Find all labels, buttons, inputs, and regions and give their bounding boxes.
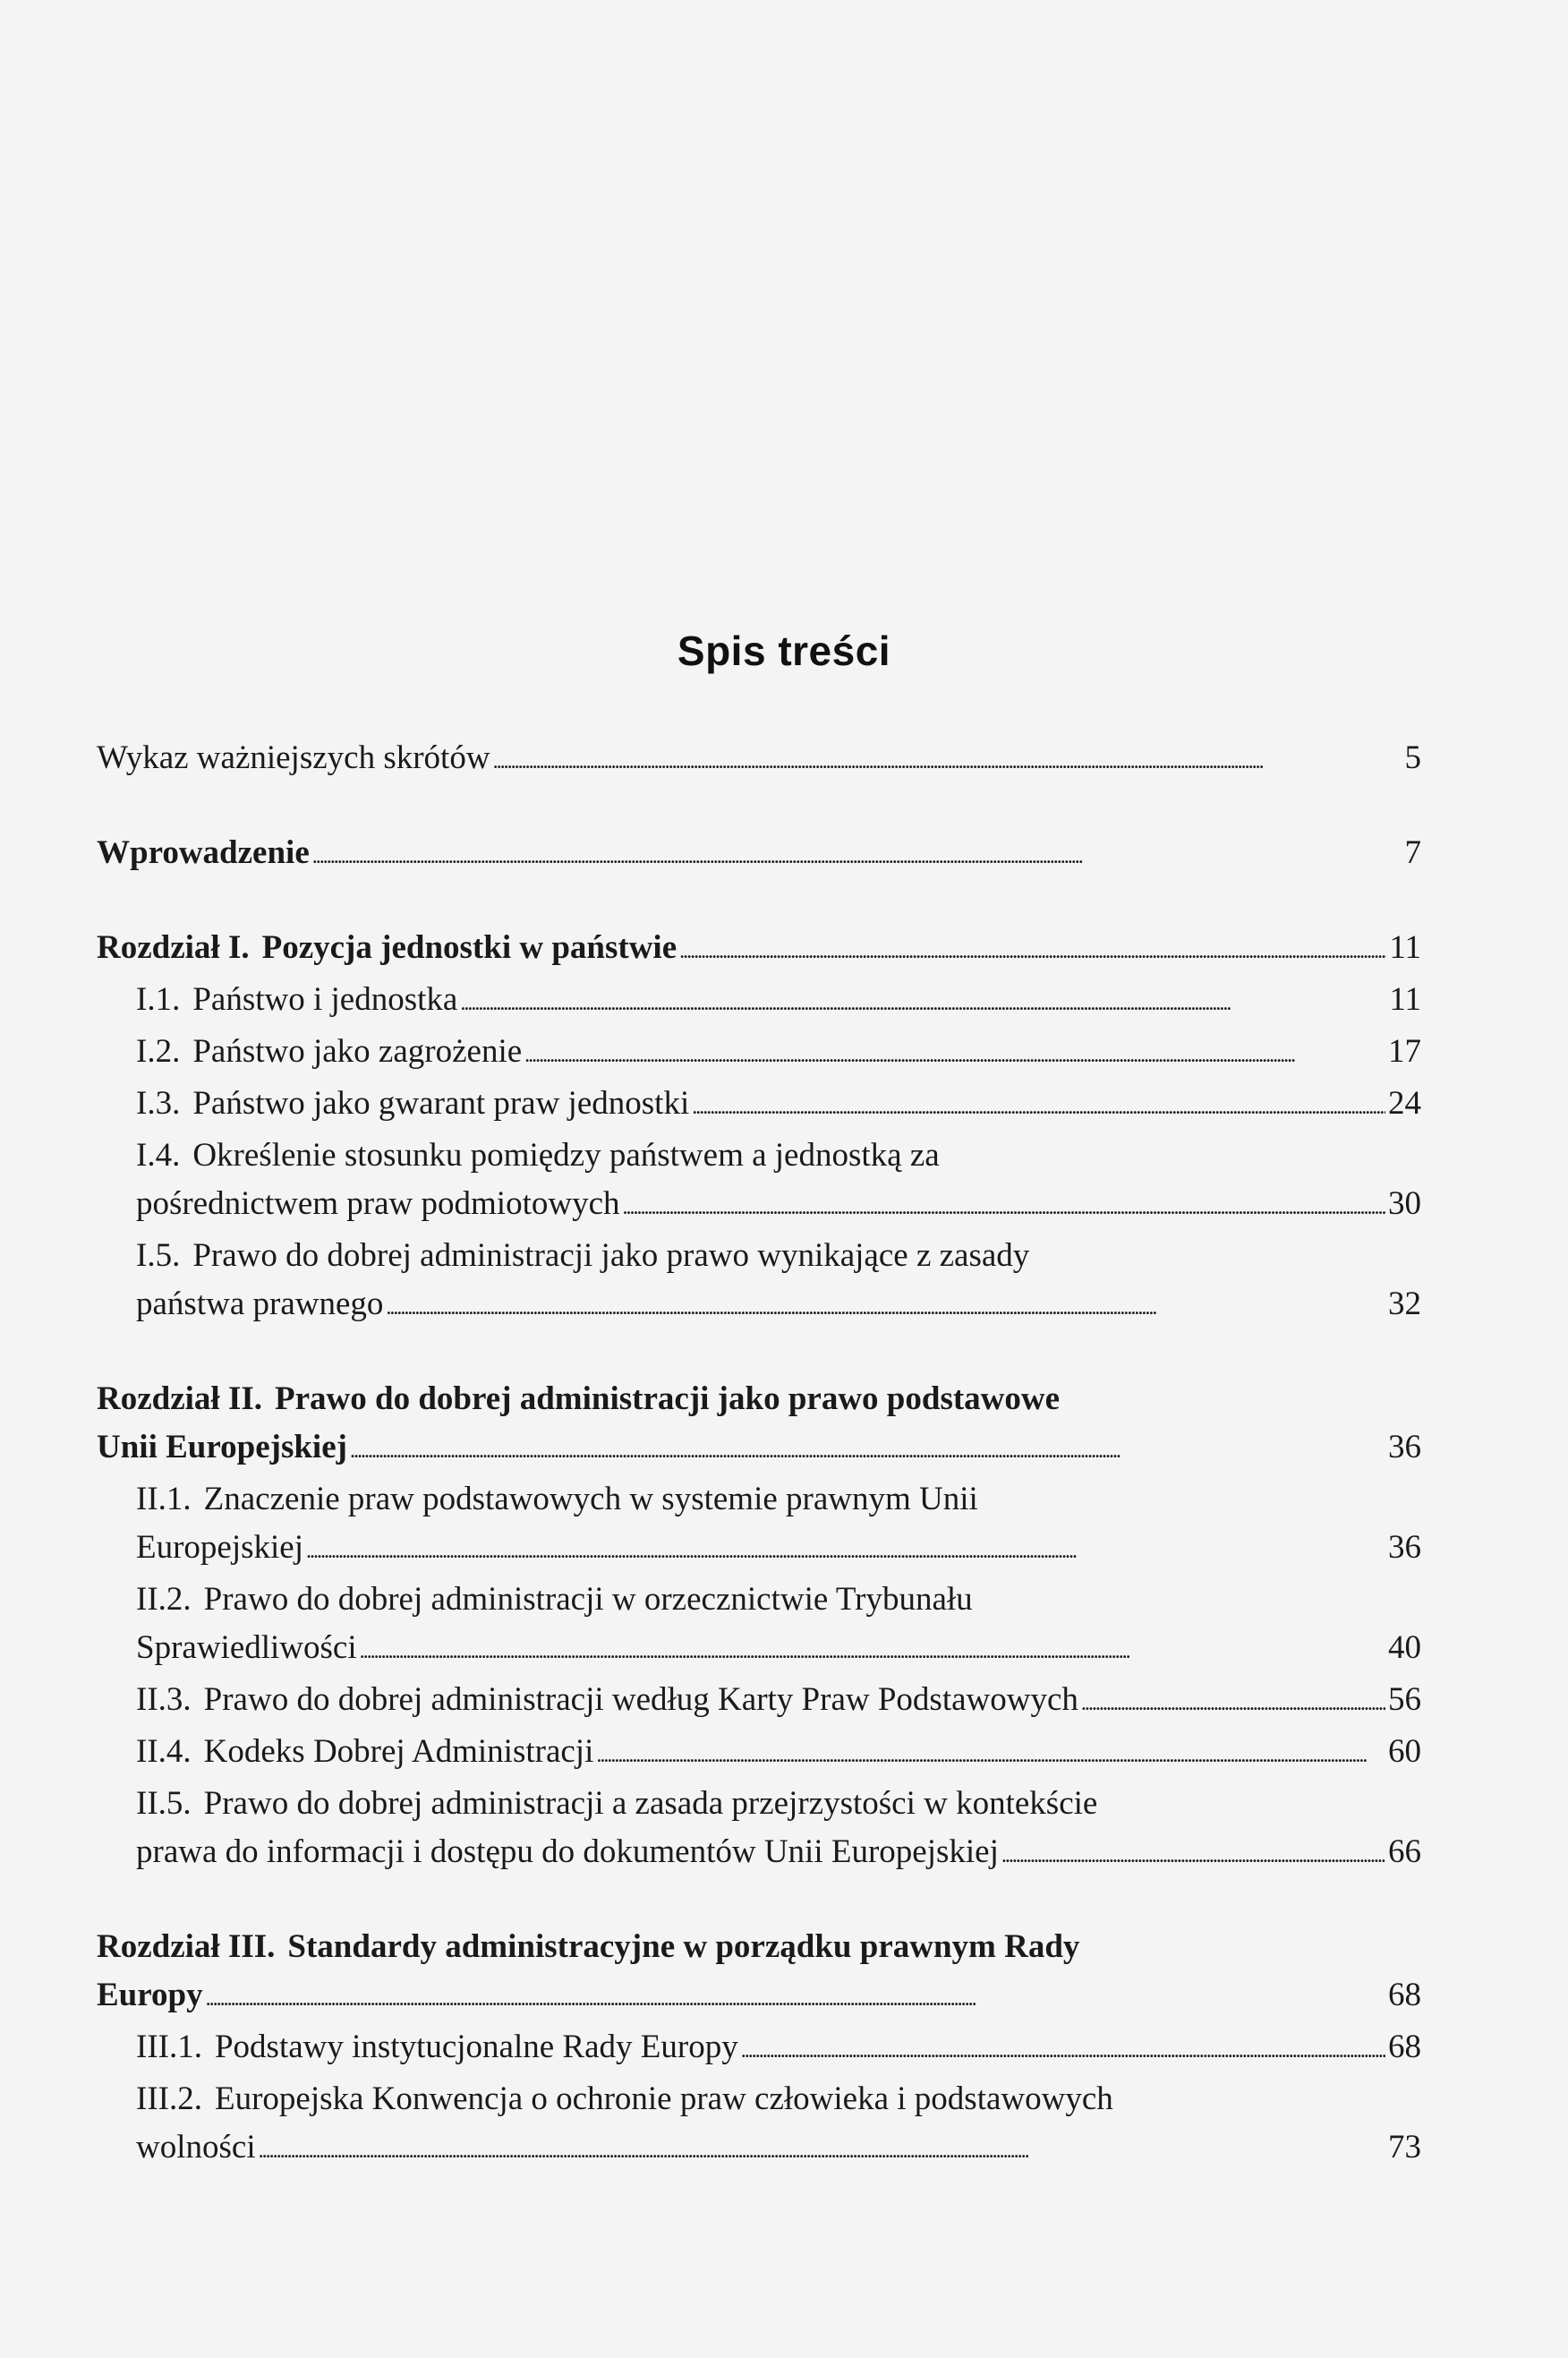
section-title: Prawo do dobrej administracji jako prawo wynikające z zasady (192, 1237, 1030, 1274)
page-number: 36 (1388, 1529, 1421, 1566)
page-number: 40 (1388, 1629, 1421, 1666)
dot-leader (741, 2023, 1385, 2075)
section-label: III.2. (136, 2080, 202, 2117)
section-title: Znaczenie praw podstawowych w systemie prawnym Unii (203, 1481, 978, 1517)
section-title-continued: prawa do informacji i dostępu do dokumentów Unii Europejskiej (136, 1833, 999, 1870)
toc-entry-text (136, 1475, 978, 1524)
page-number: 36 (1388, 1429, 1421, 1465)
toc-entry-text (97, 1923, 1079, 1971)
toc-section-1-1[interactable] (97, 976, 1421, 1028)
chapter-label: Rozdział III. (97, 1928, 276, 1965)
toc-entry-text (136, 976, 457, 1024)
dot-leader (596, 1728, 1385, 1780)
toc-section-3-2-line1[interactable] (97, 2075, 1421, 2123)
section-label: II.4. (136, 1733, 192, 1770)
table-of-contents (97, 734, 1421, 2175)
dot-leader (679, 924, 1386, 976)
page-number: 7 (1404, 834, 1421, 871)
page-title: Spis treści (677, 628, 891, 674)
page-number: 56 (1388, 1681, 1421, 1718)
section-label: II.3. (136, 1681, 192, 1718)
section-label: I.2. (136, 1033, 181, 1070)
toc-entry-abbreviations[interactable] (97, 734, 1421, 786)
toc-section-2-3[interactable] (97, 1676, 1421, 1728)
toc-section-1-2[interactable] (97, 1028, 1421, 1080)
dot-leader (1001, 1828, 1385, 1880)
toc-chapter-2-line2[interactable] (97, 1423, 1421, 1475)
toc-section-1-5-line2[interactable] (97, 1280, 1421, 1332)
section-title: Państwo i jednostka (192, 981, 458, 1018)
section-title-continued: państwa prawnego (136, 1286, 384, 1322)
page-number: 17 (1388, 1033, 1421, 1070)
page-number: 32 (1388, 1286, 1421, 1322)
toc-entry-text (136, 2023, 738, 2072)
section-label: I.3. (136, 1085, 181, 1122)
section-label: II.2. (136, 1581, 192, 1618)
dot-leader (623, 1180, 1386, 1232)
section-title-continued: wolności (136, 2129, 256, 2166)
page-number: 11 (1389, 929, 1421, 966)
section-title: Podstawy instytucjonalne Rady Europy (214, 2029, 738, 2065)
dot-leader (259, 2123, 1385, 2175)
toc-section-1-4-line1[interactable] (97, 1132, 1421, 1180)
toc-chapter-1[interactable] (97, 924, 1421, 976)
section-title: Kodeks Dobrej Administracji (203, 1733, 594, 1770)
toc-entry-text (136, 2075, 1113, 2123)
toc-section-1-4-line2[interactable] (97, 1180, 1421, 1232)
chapter-title-continued: Europy (97, 1977, 203, 2013)
toc-entry-text (97, 1375, 1060, 1423)
toc-entry-text (136, 1576, 973, 1624)
section-title: Prawo do dobrej administracji w orzecznictwie Trybunału (203, 1581, 973, 1618)
page-number: 60 (1388, 1733, 1421, 1770)
toc-section-3-2-line2[interactable] (97, 2123, 1421, 2175)
toc-section-2-5-line1[interactable] (97, 1780, 1421, 1828)
toc-section-2-4[interactable] (97, 1728, 1421, 1780)
toc-entry-text (136, 1728, 593, 1776)
chapter-title: Prawo do dobrej administracji jako prawo podstawowe (275, 1380, 1061, 1417)
toc-entry-introduction[interactable] (97, 829, 1421, 881)
toc-entry-text (136, 1132, 940, 1180)
section-title: Państwo jako gwarant praw jednostki (192, 1085, 690, 1122)
section-label: II.1. (136, 1481, 192, 1517)
page-number: 30 (1388, 1185, 1421, 1222)
toc-section-2-1-line1[interactable] (97, 1475, 1421, 1524)
toc-entry-text (136, 1780, 1097, 1828)
toc-chapter-2-line1[interactable] (97, 1375, 1421, 1423)
chapter-label: Rozdział II. (97, 1380, 262, 1417)
dot-leader (524, 1028, 1385, 1080)
chapter-title-continued: Unii Europejskiej (97, 1429, 347, 1465)
section-title: Państwo jako zagrożenie (192, 1033, 523, 1070)
dot-leader (350, 1423, 1385, 1475)
toc-section-2-2-line1[interactable] (97, 1576, 1421, 1624)
toc-entry-text: Wykaz ważniejszych skrótów (97, 739, 490, 776)
chapter-title: Standardy administracyjne w porządku prawnym Rady (287, 1928, 1080, 1965)
toc-entry-text (97, 924, 677, 972)
page-number: 11 (1389, 981, 1421, 1018)
section-label: II.5. (136, 1785, 192, 1822)
dot-leader (1081, 1676, 1385, 1728)
dot-leader (386, 1280, 1385, 1332)
toc-section-2-5-line2[interactable] (97, 1828, 1421, 1880)
section-title: Prawo do dobrej administracji a zasada przejrzystości w kontekście (203, 1785, 1098, 1822)
page-number: 73 (1388, 2129, 1421, 2166)
toc-section-2-2-line2[interactable] (97, 1624, 1421, 1676)
dot-leader (692, 1080, 1385, 1132)
page-number: 68 (1388, 1977, 1421, 2013)
toc-entry-text (136, 1232, 1029, 1280)
dot-leader (306, 1524, 1385, 1576)
toc-chapter-3-line2[interactable] (97, 1971, 1421, 2023)
page-number: 66 (1388, 1833, 1421, 1870)
section-title: Określenie stosunku pomiędzy państwem a jednostką za (192, 1137, 940, 1174)
dot-leader (360, 1624, 1385, 1676)
chapter-title: Pozycja jednostki w państwie (261, 929, 677, 966)
toc-section-2-1-line2[interactable] (97, 1524, 1421, 1576)
page-number: 24 (1388, 1085, 1421, 1122)
dot-leader (206, 1971, 1385, 2023)
section-title-continued: Sprawiedliwości (136, 1629, 357, 1666)
section-title-continued: Europejskiej (136, 1529, 304, 1566)
dot-leader (493, 734, 1402, 786)
toc-section-1-5-line1[interactable] (97, 1232, 1421, 1280)
section-label: I.4. (136, 1137, 181, 1174)
toc-entry-text (136, 1676, 1078, 1724)
section-title-continued: pośrednictwem praw podmiotowych (136, 1185, 620, 1222)
page-number: 68 (1388, 2029, 1421, 2065)
toc-chapter-3-line1[interactable] (97, 1923, 1421, 1971)
dot-leader (460, 976, 1386, 1028)
section-label: I.1. (136, 981, 181, 1018)
page-number: 5 (1404, 739, 1421, 776)
toc-section-1-3[interactable] (97, 1080, 1421, 1132)
chapter-label: Rozdział I. (97, 929, 250, 966)
section-title: Europejska Konwencja o ochronie praw człowieka i podstawowych (214, 2080, 1113, 2117)
dot-leader (312, 829, 1402, 881)
section-title: Prawo do dobrej administracji według Karty Praw Podstawowych (203, 1681, 1078, 1718)
section-label: I.5. (136, 1237, 181, 1274)
section-label: III.1. (136, 2029, 202, 2065)
toc-entry-text: Wprowadzenie (97, 834, 310, 871)
toc-entry-text (136, 1028, 522, 1076)
toc-section-3-1[interactable] (97, 2023, 1421, 2075)
toc-entry-text (136, 1080, 689, 1128)
